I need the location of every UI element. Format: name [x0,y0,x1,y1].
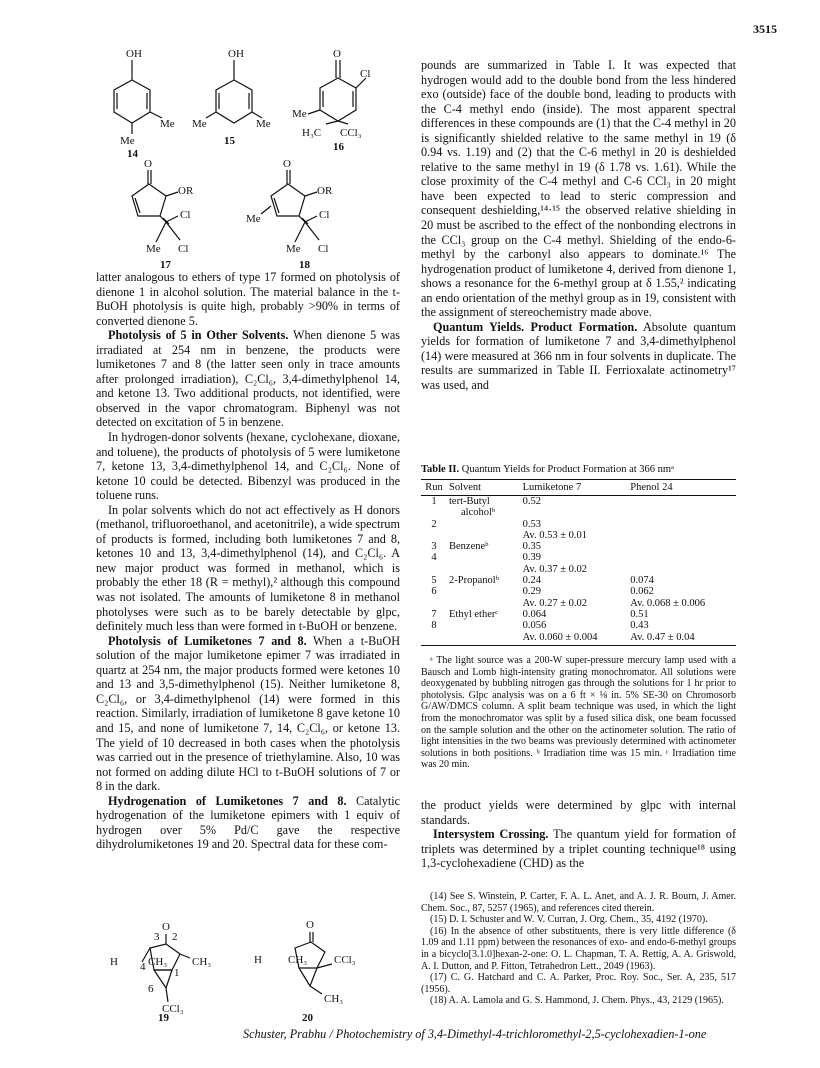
s19-n4: 4 [140,961,146,973]
cell-run: 3 [431,541,437,553]
cell-run: 4 [431,552,437,564]
cell-run [421,530,447,541]
s19-ccl3: CCl₃ [162,1003,184,1015]
left-paragraph-3: In hydrogen-donor solvents (hexane, cyclohexane, dioxane, and toluene), the products of photolysis of 5 were lumiketone 7, ketone 13, 3,4-dimethylphenol 14, and C₂Cl₆. None of ketone 10 could be detected. Bibenzyl was produced in the toluene runs. [96,430,400,503]
table-footnote [421,655,736,771]
structures-19-20 [110,918,370,1018]
cell-run: 1 [431,496,437,507]
s14-me-a: Me [160,118,175,130]
cell-run [421,598,447,609]
table-row [421,552,736,563]
cell-phenol [628,530,736,541]
table-row [421,519,736,530]
cell-lumiketone: 0.53 [522,518,541,530]
s16-o: O [333,48,341,60]
cell-phenol: 0.074 [630,575,654,587]
cell-lumiketone: 0.39 [522,552,541,564]
s20-caption: 20 [302,1012,313,1024]
cell-lumiketone: 0.064 [522,608,547,620]
table-caption-text: Quantum Yields for Product Formation at 366 nmᵃ [459,464,674,475]
cell-run: 2 [431,518,437,530]
cell-solvent [447,598,521,609]
table-row [421,507,736,518]
s14-me-b: Me [120,135,135,147]
s15-oh: OH [228,48,244,60]
reference-17: (17) C. G. Hatchard and C. A. Parker, Proc. Roy. Soc., Ser. A, 235, 517 (1956). [421,972,736,995]
cell-solvent [447,530,521,541]
cell-run: 5 [431,575,437,587]
table-row [421,620,736,631]
right-paragraph-4-body: The quantum yield for formation of triplets was determined by a triplet counting technique¹⁸ using 1,3-cyclohexadiene (CHD) as the [421,827,736,871]
references [421,891,736,1007]
right-column-text-top [421,58,736,393]
s15-label: 15 [224,135,235,147]
cell-phenol [628,519,736,530]
cell-lumiketone: Av. 0.060 ± 0.004 [522,631,598,643]
cell-lumiketone: 0.056 [522,620,547,632]
cell-solvent [447,519,521,530]
cell-solvent: tert-Butyl [449,496,490,507]
cell-solvent: Benzeneᵇ [449,541,489,553]
s20-ccl3: CCl₃ [334,954,356,966]
cell-phenol: 0.062 [630,586,654,598]
left-paragraph-5 [96,634,400,794]
heading-hydrogenation: Hydrogenation of Lumiketones 7 and 8. [108,793,347,808]
cell-run: 6 [431,586,437,598]
s18-me2: Me [286,243,301,255]
quantum-yield-table [421,479,736,643]
cell-run: 8 [431,620,437,632]
table-row [421,530,736,541]
s18-cl1: Cl [319,209,330,221]
right-paragraph-2 [421,320,736,393]
cell-lumiketone: 0.24 [522,575,541,587]
table-body [421,496,736,643]
left-paragraph-5-body: When a t-BuOH solution of the major lumiketone epimer 7 was irradiated in quartz at 254 nm, the major products formed were ketones 10 and 13 and 3,5-dimethylphenol (15). Neither lumiketone 8, C₂Cl₆, or 3,4-dimethylphenol (14) were formed in this reaction. Similarly, irradiation of lumiketone 8 gave ketone 10 and 15, and none of lumiketone 7, 14, C₂Cl₆, or ketone 13. The yield of 10 decreased in both cases when the photolysis was carried out in the presence of triethylamine. Also, 10 was not formed on adding dilute HCl to t-BuOH solutions of 7 or 8 in the dark. [96,633,401,794]
cell-solvent [447,632,521,643]
left-paragraph-2 [96,328,400,430]
cell-lumiketone: Av. 0.37 ± 0.02 [522,563,587,575]
col-header-run: Run [421,480,447,496]
s17-cl2: Cl [178,243,189,255]
s19-h: H [110,956,118,968]
s14-oh: OH [126,48,142,60]
s17-cl1: Cl [180,209,191,221]
cell-lumiketone: Av. 0.27 ± 0.02 [522,597,587,609]
left-paragraph-1: latter analogous to ethers of type 17 formed on photolysis of dienone 1 in alcohol solution. The material balance in the t-BuOH photolysis is quite high, probably >90% in terms of converted dienone 5. [96,270,400,328]
col-header-lumiketone: Lumiketone 7 [521,480,629,496]
cell-solvent [447,620,521,631]
reference-14: (14) See S. Winstein, P. Carter, F. A. L. Anet, and A. J. R. Bourn, J. Amer. Chem. Soc., 87, 5257 (1965), and references cited therein. [421,891,736,914]
s19-ch3a: CH₃ [148,956,168,968]
s19-n3: 3 [154,931,160,943]
table-caption [421,464,736,475]
s16-cl: Cl [360,68,371,80]
left-paragraph-6-body: Catalytic hydrogenation of the lumiketone epimers with 1 equiv of hydrogen over 5% Pd/C gave the respective dihydrolumiketones 19 and 20. Spectral data for these com- [96,793,400,852]
s20-o: O [306,919,314,931]
cell-solvent: 2-Propanolᵇ [449,575,499,587]
cell-run [421,564,447,575]
running-footer: Schuster, Prabhu / Photochemistry of 3,4-Dimethyl-4-trichloromethyl-2,5-cyclohexadien-1-one [243,1027,707,1041]
s19-n6: 6 [148,983,154,995]
col-header-solvent: Solvent [447,480,521,496]
right-column-text-bottom [421,798,736,871]
table-caption-label: Table II. [421,464,460,475]
s17-o: O [144,158,152,170]
table-row [421,564,736,575]
s17-or: OR [178,185,194,197]
table-row [421,586,736,597]
structures-14-15-16 [96,30,400,270]
cell-lumiketone: 0.29 [522,586,541,598]
cell-run [421,632,447,643]
table-ii [421,464,736,646]
table-row [421,598,736,609]
cell-phenol: Av. 0.068 ± 0.006 [630,597,706,609]
col-header-phenol: Phenol 24 [628,480,736,496]
cell-solvent: Ethyl etherᶜ [449,608,499,620]
s19-o: O [162,921,170,933]
right-paragraph-2-body: Absolute quantum yields for formation of lumiketone 7 and 3,4-dimethylphenol (14) were measured at 366 nm in four solvents in duplicate. The results are summarized in Table II. Ferrioxalate actinometry¹⁷ was used, and [421,319,737,393]
cell-phenol: Av. 0.47 ± 0.04 [630,631,695,643]
s20-ch3b: CH₃ [324,993,344,1005]
heading-photolysis-lumiketones: Photolysis of Lumiketones 7 and 8. [108,633,307,648]
s16-ccl3: CCl₃ [340,127,362,139]
s19-n1: 1 [174,967,180,979]
heading-quantum-yields: Quantum Yields. Product Formation. [433,319,638,334]
cell-phenol [628,552,736,563]
table-row [421,541,736,552]
table-row [421,609,736,620]
page-number: 3515 [753,22,777,36]
heading-intersystem-crossing: Intersystem Crossing. [433,827,549,842]
cell-phenol [628,541,736,552]
cell-lumiketone: 0.35 [522,541,541,553]
s19-n2: 2 [172,931,178,943]
s17-me: Me [146,243,161,255]
s14-label: 14 [127,148,138,160]
cell-phenol [628,507,736,518]
cell-run: 7 [431,608,437,620]
s20-h: H [254,954,262,966]
cell-phenol [628,496,736,508]
table-header-row [421,480,736,496]
s18-label: 18 [299,259,310,270]
cell-solvent [447,586,521,597]
table-row [421,496,736,508]
right-paragraph-4 [421,827,736,871]
s18-or: OR [317,185,333,197]
table-footnote-text: ᵃ The light source was a 200-W super-pressure mercury lamp used with a Bausch and Lomb high-intensity grating monochromator. All solutions were deoxygenated by bubbling nitrogen gas through the solutions for 1 hr prior to photolysis. Glpc analysis was on a 6 ft × ⅛ in. 5% SE-30 on Chromosorb G/AW/DMCS column. A split beam technique was used, in which the light from the monochromator was split by a fused silica disk, one beam focussed on the sample solution and the other on the actinometer solution. The ratio of light intensities in the two beams was previously determined with actinometer solutions in both positions. ᵇ Irradiation time was 15 min. ᶜ Irradiation time was 20 min. [421,655,736,771]
cell-lumiketone: 0.52 [522,496,541,507]
left-column-text [96,270,400,852]
s16-label: 16 [333,141,344,153]
s16-me: Me [292,108,307,120]
s18-o: O [283,158,291,170]
s19-ch3b: CH₃ [192,956,212,968]
s20-ch3a: CH₃ [288,954,308,966]
cell-lumiketone: Av. 0.53 ± 0.01 [522,529,587,541]
cell-solvent [447,564,521,575]
s16-h3c: H₃C [302,127,322,139]
s15-me-b: Me [256,118,271,130]
cell-run [421,507,447,518]
s17-label: 17 [160,259,171,270]
reference-16: (16) In the absence of other substituents, there is very little difference (δ 1.09 and 1.11 ppm) between the resonances of exo- and endo-6-methyl groups in a bicyclo[3.1.0]hexan-2-one: O. L. Chapman, T. A. Rettig, A. A. Griswold, A. I. Dutton, and P. Fitton, Tetrahedron Lett., 2049 (1963). [421,925,736,972]
table-rule [421,645,736,646]
table-row [421,575,736,586]
s18-me1: Me [246,213,261,225]
structure-drawings [96,30,400,270]
s18-cl2: Cl [318,243,329,255]
left-paragraph-6 [96,794,400,852]
structure-drawings-19-20 [110,918,370,1018]
right-paragraph-1: pounds are summarized in Table I. It was expected that hydrogen would add to the double bond from the less hindered exo (outside) face of the double bond, leading to products with the C-4 methyl endo (inside). The most apparent spectral differences in these compounds are (1) that the C-4 methyl in 20 is significantly shielded relative to the same methyl in 19 (δ 0.94 vs. 1.19) and (2) that the C-6 methyl in 20 is deshielded relative to the same methyl in 19 (δ 1.78 vs. 1.61). While the close proximity of the C-4 methyl and C-6 CCl₃ in 20 might have been expected to lead to steric compression and consequent deshielding,¹⁴·¹⁵ the observed relative shielding in 20 must be ascribed to the effect of the nonbonding electrons in the CCl₃ group on the C-4 methyl. Shielding of the endo-6-methyl by the carbonyl also appears to dominate.¹⁶ The hydrogenation product of lumiketone 4, derived from dienone 1, shows a resonance for the 6-methyl group at δ 1.55,² indicating an endo orientation of the methyl group as in 19, consistent with the assignment of stereochemistry made above. [421,58,736,320]
reference-15: (15) D. I. Schuster and W. V. Curran, J. Org. Chem., 35, 4192 (1970). [430,914,708,926]
s19-caption: 19 [158,1012,169,1024]
cell-lumiketone [521,507,629,518]
cell-solvent: alcoholᵇ [461,507,496,519]
s15-me-a: Me [192,118,207,130]
heading-photolysis-other-solvents: Photolysis of 5 in Other Solvents. [108,328,289,343]
left-paragraph-2-body: When dienone 5 was irradiated at 254 nm in benzene, the products were lumiketones 7 and 8 (the latter seen only in trace amounts after prolonged irradiation), C₂Cl₆, 3,4-dimethylphenol 14, and ketone 13. Two additional products, not identified, were observed in the vapor chromatogram. Biphenyl was not detected on excitation of 5 in benzene. [96,328,400,430]
cell-phenol [628,564,736,575]
cell-solvent [447,552,521,563]
table-row [421,632,736,643]
left-paragraph-4: In polar solvents which do not act effectively as H donors (methanol, trifluoroethanol, and acetonitrile), a wide spectrum of products is formed, including both lumiketones 7 and 8, ketones 10 and 13, 3,4-dimethylphenol (14), and C₂Cl₆. A new major product was formed in methanol, which is probably the ether 18 (R = methyl),² although this compound was not isolated. The amounts of lumiketone 8 in methanol photolyses were such as to be barely detectable by glpc, definitely much less than were formed in t-BuOH or benzene. [96,502,400,634]
cell-phenol: 0.43 [630,620,649,632]
cell-phenol: 0.51 [630,608,649,620]
right-paragraph-3: the product yields were determined by glpc with internal standards. [421,798,736,827]
reference-18: (18) A. A. Lamola and G. S. Hammond, J. Chem. Phys., 43, 2129 (1965). [430,995,724,1007]
